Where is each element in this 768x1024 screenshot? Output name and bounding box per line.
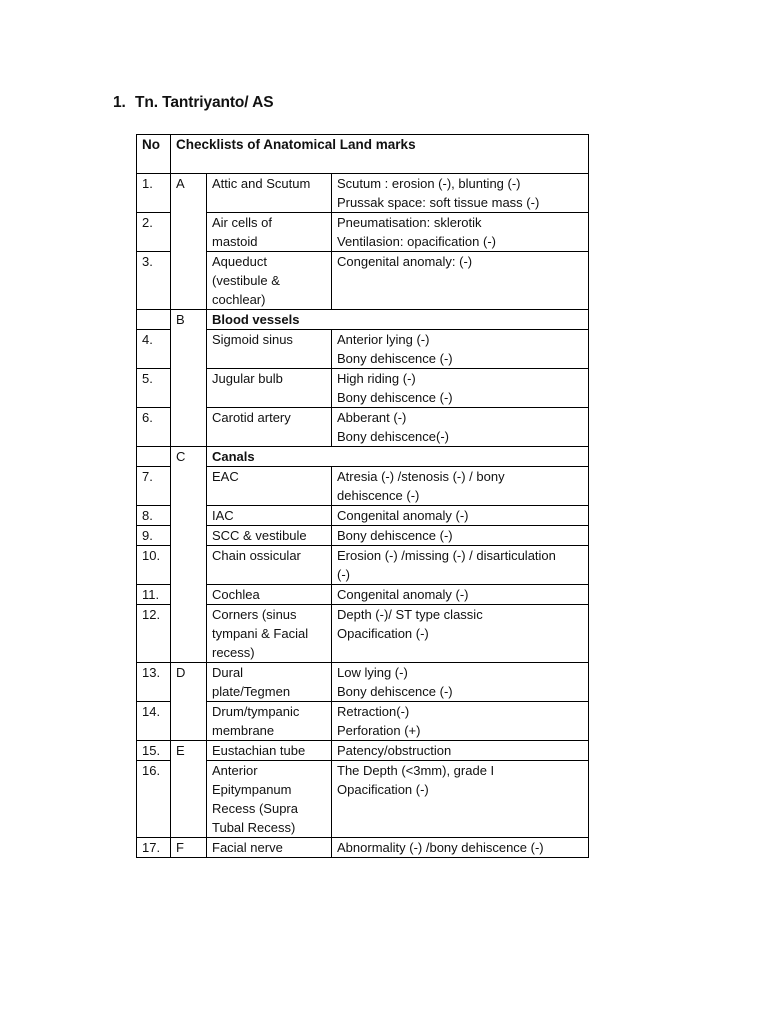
finding-cell <box>332 761 589 838</box>
landmark-line: recess) <box>212 645 255 660</box>
row-number: 1. <box>137 174 171 213</box>
finding-cell <box>332 605 589 663</box>
section-cell <box>171 605 207 663</box>
landmark-line: Attic and Scutum <box>212 176 311 191</box>
landmark-line: SCC & vestibule <box>212 528 307 543</box>
finding-line: Atresia (-) /stenosis (-) / bony <box>337 469 505 484</box>
finding-line: Bony dehiscence (-) <box>337 528 453 543</box>
finding-line: Abberant (-) <box>337 410 407 425</box>
finding-line: Patency/obstruction <box>337 743 452 758</box>
group-row <box>137 447 589 467</box>
finding-line: Retraction(-) <box>337 704 410 719</box>
landmark-cell <box>207 741 332 761</box>
landmark-cell <box>207 585 332 605</box>
section-cell <box>171 213 207 252</box>
section-cell <box>171 526 207 546</box>
finding-line: Congenital anomaly (-) <box>337 508 469 523</box>
section-title: Tn. Tantriyanto/ AS <box>135 94 274 111</box>
table-row <box>137 330 589 369</box>
finding-line: Bony dehiscence (-) <box>337 351 453 366</box>
finding-cell <box>332 506 589 526</box>
table-row <box>137 526 589 546</box>
section-letter: D <box>171 663 207 702</box>
row-number: 15. <box>137 741 171 761</box>
section-cell <box>171 330 207 369</box>
landmark-line: Dural <box>212 665 244 680</box>
finding-line: Pneumatisation: sklerotik <box>337 215 482 230</box>
finding-cell <box>332 585 589 605</box>
finding-line: Depth (-)/ ST type classic <box>337 607 483 622</box>
table-row <box>137 663 589 702</box>
finding-line: Ventilasion: opacification (-) <box>337 234 496 249</box>
landmark-line: mastoid <box>212 234 258 249</box>
group-title: Blood vessels <box>207 310 589 330</box>
row-number: 14. <box>137 702 171 741</box>
header-title: Checklists of Anatomical Land marks <box>171 135 589 174</box>
landmark-line: Air cells of <box>212 215 272 230</box>
finding-cell <box>332 174 589 213</box>
section-cell <box>171 585 207 605</box>
landmark-cell <box>207 467 332 506</box>
landmark-cell <box>207 702 332 741</box>
table-row <box>137 702 589 741</box>
finding-line: Congenital anomaly: (-) <box>337 254 473 269</box>
finding-line: Low lying (-) <box>337 665 408 680</box>
landmark-cell <box>207 761 332 838</box>
finding-cell <box>332 252 589 310</box>
row-number: 3. <box>137 252 171 310</box>
landmark-cell <box>207 330 332 369</box>
row-number: 16. <box>137 761 171 838</box>
table-row <box>137 467 589 506</box>
landmark-line: Facial nerve <box>212 840 283 855</box>
row-number: 12. <box>137 605 171 663</box>
finding-cell <box>332 408 589 447</box>
landmark-line: Chain ossicular <box>212 548 301 563</box>
landmark-line: Corners (sinus <box>212 607 297 622</box>
table-header-row <box>137 135 589 174</box>
section-heading <box>113 94 273 112</box>
table-row <box>137 174 589 213</box>
finding-line: Bony dehiscence (-) <box>337 390 453 405</box>
landmark-line: Recess (Supra <box>212 801 298 816</box>
landmark-line: Eustachian tube <box>212 743 306 758</box>
landmark-line: Jugular bulb <box>212 371 283 386</box>
section-letter: F <box>171 838 207 858</box>
finding-line: Abnormality (-) /bony dehiscence (-) <box>337 840 544 855</box>
landmark-line: tympani & Facial <box>212 626 309 641</box>
row-number: 8. <box>137 506 171 526</box>
landmark-line: cochlear) <box>212 292 266 307</box>
landmark-cell <box>207 506 332 526</box>
landmark-line: IAC <box>212 508 234 523</box>
row-number: 7. <box>137 467 171 506</box>
finding-cell <box>332 369 589 408</box>
section-cell <box>171 369 207 408</box>
landmark-cell <box>207 526 332 546</box>
finding-cell <box>332 702 589 741</box>
landmark-line: EAC <box>212 469 239 484</box>
finding-line: High riding (-) <box>337 371 416 386</box>
table-row <box>137 213 589 252</box>
row-number: 4. <box>137 330 171 369</box>
section-cell <box>171 252 207 310</box>
table-row <box>137 546 589 585</box>
landmark-cell <box>207 174 332 213</box>
table-row <box>137 506 589 526</box>
row-number: 17. <box>137 838 171 858</box>
finding-line: Bony dehiscence (-) <box>337 684 453 699</box>
section-cell <box>171 761 207 838</box>
landmark-line: plate/Tegmen <box>212 684 291 699</box>
section-letter: A <box>171 174 207 213</box>
finding-cell <box>332 741 589 761</box>
table-row <box>137 408 589 447</box>
table-row <box>137 369 589 408</box>
landmark-cell <box>207 605 332 663</box>
finding-line: Perforation (+) <box>337 723 421 738</box>
landmark-line: Aqueduct <box>212 254 267 269</box>
table-row <box>137 252 589 310</box>
section-number: 1. <box>113 94 126 111</box>
finding-cell <box>332 330 589 369</box>
row-number: 11. <box>137 585 171 605</box>
row-number: 9. <box>137 526 171 546</box>
landmark-line: Drum/tympanic <box>212 704 300 719</box>
landmark-cell <box>207 213 332 252</box>
finding-cell <box>332 526 589 546</box>
section-cell <box>171 546 207 585</box>
landmark-cell <box>207 408 332 447</box>
landmark-line: Anterior <box>212 763 258 778</box>
finding-line: (-) <box>337 567 350 582</box>
finding-cell <box>332 838 589 858</box>
section-letter: B <box>171 310 207 330</box>
table-row <box>137 761 589 838</box>
table-row <box>137 605 589 663</box>
landmark-line: Tubal Recess) <box>212 820 296 835</box>
row-number: 13. <box>137 663 171 702</box>
landmark-line: Cochlea <box>212 587 260 602</box>
row-number: 6. <box>137 408 171 447</box>
finding-line: The Depth (<3mm), grade I <box>337 763 495 778</box>
row-number: 2. <box>137 213 171 252</box>
finding-line: Anterior lying (-) <box>337 332 430 347</box>
landmark-cell <box>207 663 332 702</box>
finding-line: Bony dehiscence(-) <box>337 429 449 444</box>
landmark-line: Sigmoid sinus <box>212 332 293 347</box>
header-no: No <box>137 135 171 174</box>
group-row <box>137 310 589 330</box>
section-cell <box>171 702 207 741</box>
finding-cell <box>332 213 589 252</box>
row-number <box>137 447 171 467</box>
landmark-line: (vestibule & <box>212 273 280 288</box>
landmark-cell <box>207 369 332 408</box>
table-row <box>137 741 589 761</box>
landmark-cell <box>207 838 332 858</box>
landmark-line: Carotid artery <box>212 410 291 425</box>
checklist-table <box>136 134 589 858</box>
section-cell <box>171 506 207 526</box>
table-row <box>137 838 589 858</box>
group-title: Canals <box>207 447 589 467</box>
finding-line: dehiscence (-) <box>337 488 420 503</box>
landmark-line: Epitympanum <box>212 782 292 797</box>
landmark-line: membrane <box>212 723 275 738</box>
section-cell <box>171 408 207 447</box>
section-letter: C <box>171 447 207 467</box>
finding-line: Opacification (-) <box>337 782 429 797</box>
finding-cell <box>332 467 589 506</box>
finding-line: Opacification (-) <box>337 626 429 641</box>
finding-cell <box>332 663 589 702</box>
landmark-cell <box>207 546 332 585</box>
row-number <box>137 310 171 330</box>
finding-line: Erosion (-) /missing (-) / disarticulation <box>337 548 556 563</box>
row-number: 5. <box>137 369 171 408</box>
row-number: 10. <box>137 546 171 585</box>
landmark-cell <box>207 252 332 310</box>
section-letter: E <box>171 741 207 761</box>
finding-line: Prussak space: soft tissue mass (-) <box>337 195 540 210</box>
finding-line: Scutum : erosion (-), blunting (-) <box>337 176 521 191</box>
finding-line: Congenital anomaly (-) <box>337 587 469 602</box>
table-row <box>137 585 589 605</box>
section-cell <box>171 467 207 506</box>
finding-cell <box>332 546 589 585</box>
